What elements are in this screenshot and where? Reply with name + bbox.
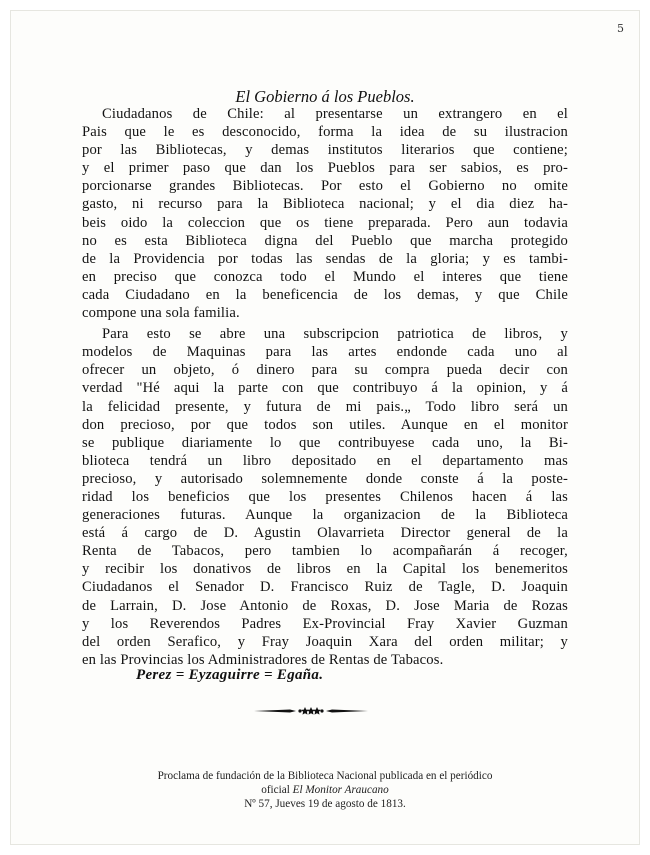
text-line: gasto, ni recurso para la Biblioteca nacional; y el dia diez ha-	[82, 196, 568, 213]
text-line: don precioso, por que todos son utiles. Aunque en el monitor	[82, 416, 568, 433]
paragraph-1	[82, 105, 568, 322]
text-line: verdad "Hé aqui la parte con que contribuyo á la opinion, y á	[82, 380, 568, 397]
text-line: generaciones futuras. Aunque la organizacion de la Biblioteca	[82, 507, 568, 524]
proclamation-body	[82, 105, 568, 669]
text-line: la felicidad presente, y futura de mi pais.„ Todo libro será un	[82, 398, 568, 415]
caption-line: Proclama de fundación de la Biblioteca Nacional publicada en el periódico	[157, 770, 493, 782]
proclamation-title: El Gobierno á los Pueblos.	[235, 87, 415, 106]
corner-mark: 5	[617, 22, 624, 35]
caption-line	[0, 783, 650, 797]
text-line: Ciudadanos de Chile: al presentarse un extrangero en el	[102, 106, 568, 122]
text-line: en preciso que conozca todo el Mundo el interes que tiene	[82, 268, 568, 285]
periodical-name: El Monitor Araucano	[292, 784, 389, 796]
text-line: por las Bibliotecas, y demas institutos literarios que contiene;	[82, 142, 568, 159]
figure-caption	[0, 769, 650, 811]
text-line: del orden Serafico, y Fray Joaquin Xara del orden militar; y	[82, 633, 568, 650]
text-line: está á cargo de D. Agustin Olavarrieta Director general de la	[82, 525, 568, 542]
text-line: cada Ciudadano en la beneficencia de los demas, y que Chile	[82, 286, 568, 303]
caption-line: Nº 57, Jueves 19 de agosto de 1813.	[244, 798, 406, 810]
text-line: precioso, y autorisado solemnemente donde conste á la poste-	[82, 470, 568, 487]
printer-ornament-icon	[252, 704, 370, 718]
text-line: y el primer paso que dan los Pueblos para ser sabios, es pro-	[82, 160, 568, 177]
text-line: Ciudadanos el Senador D. Francisco Ruiz de Tagle, D. Joaquin	[82, 579, 568, 596]
paragraph-2	[82, 325, 568, 669]
text-line: en las Provincias los Administradores de Rentas de Tabacos.	[82, 651, 444, 668]
signatures: Perez = Eyzaguirre = Egaña.	[136, 667, 324, 683]
text-line: compone una sola familia.	[82, 305, 240, 322]
text-line: Pais que le es desconocido, forma la idea de su ilustracion	[82, 124, 568, 141]
text-line: y los Reverendos Padres Ex-Provincial Fray Xavier Guzman	[82, 615, 568, 632]
text-line: ofrecer un objeto, ó dinero para su compra pueda decir con	[82, 362, 568, 379]
text-line: ridad los beneficios que los presentes Chilenos hacen á las	[82, 488, 568, 505]
text-line: se publique diariamente lo que contribuyese cada uno, la Bi-	[82, 434, 568, 451]
text-line: y recibir los donativos de libros en la Capital los benemeritos	[82, 561, 568, 578]
text-line: Para esto se abre una subscripcion patriotica de libros, y	[102, 326, 568, 343]
text-line: de la Providencia por todas las sendas de la gloria; y es tambi-	[82, 250, 568, 267]
text-line: modelos de Maquinas para las artes endonde cada uno al	[82, 344, 568, 361]
text-line: no es esta Biblioteca digna del Pueblo que marcha protegido	[82, 232, 568, 249]
text-line: Renta de Tabacos, pero tambien lo acompañarán á recoger,	[82, 543, 568, 560]
text-line: de Larrain, D. Jose Antonio de Roxas, D. Jose Maria de Rozas	[82, 597, 568, 614]
caption-prefix: oficial	[261, 784, 290, 796]
text-line: porcionarse grandes Bibliotecas. Por esto el Gobierno no omite	[82, 178, 568, 195]
text-line: beis oido la coleccion que os tiene preparada. Pero aun todavia	[82, 214, 568, 231]
text-line: blioteca tendrá un libro depositado en el departamento mas	[82, 452, 568, 469]
